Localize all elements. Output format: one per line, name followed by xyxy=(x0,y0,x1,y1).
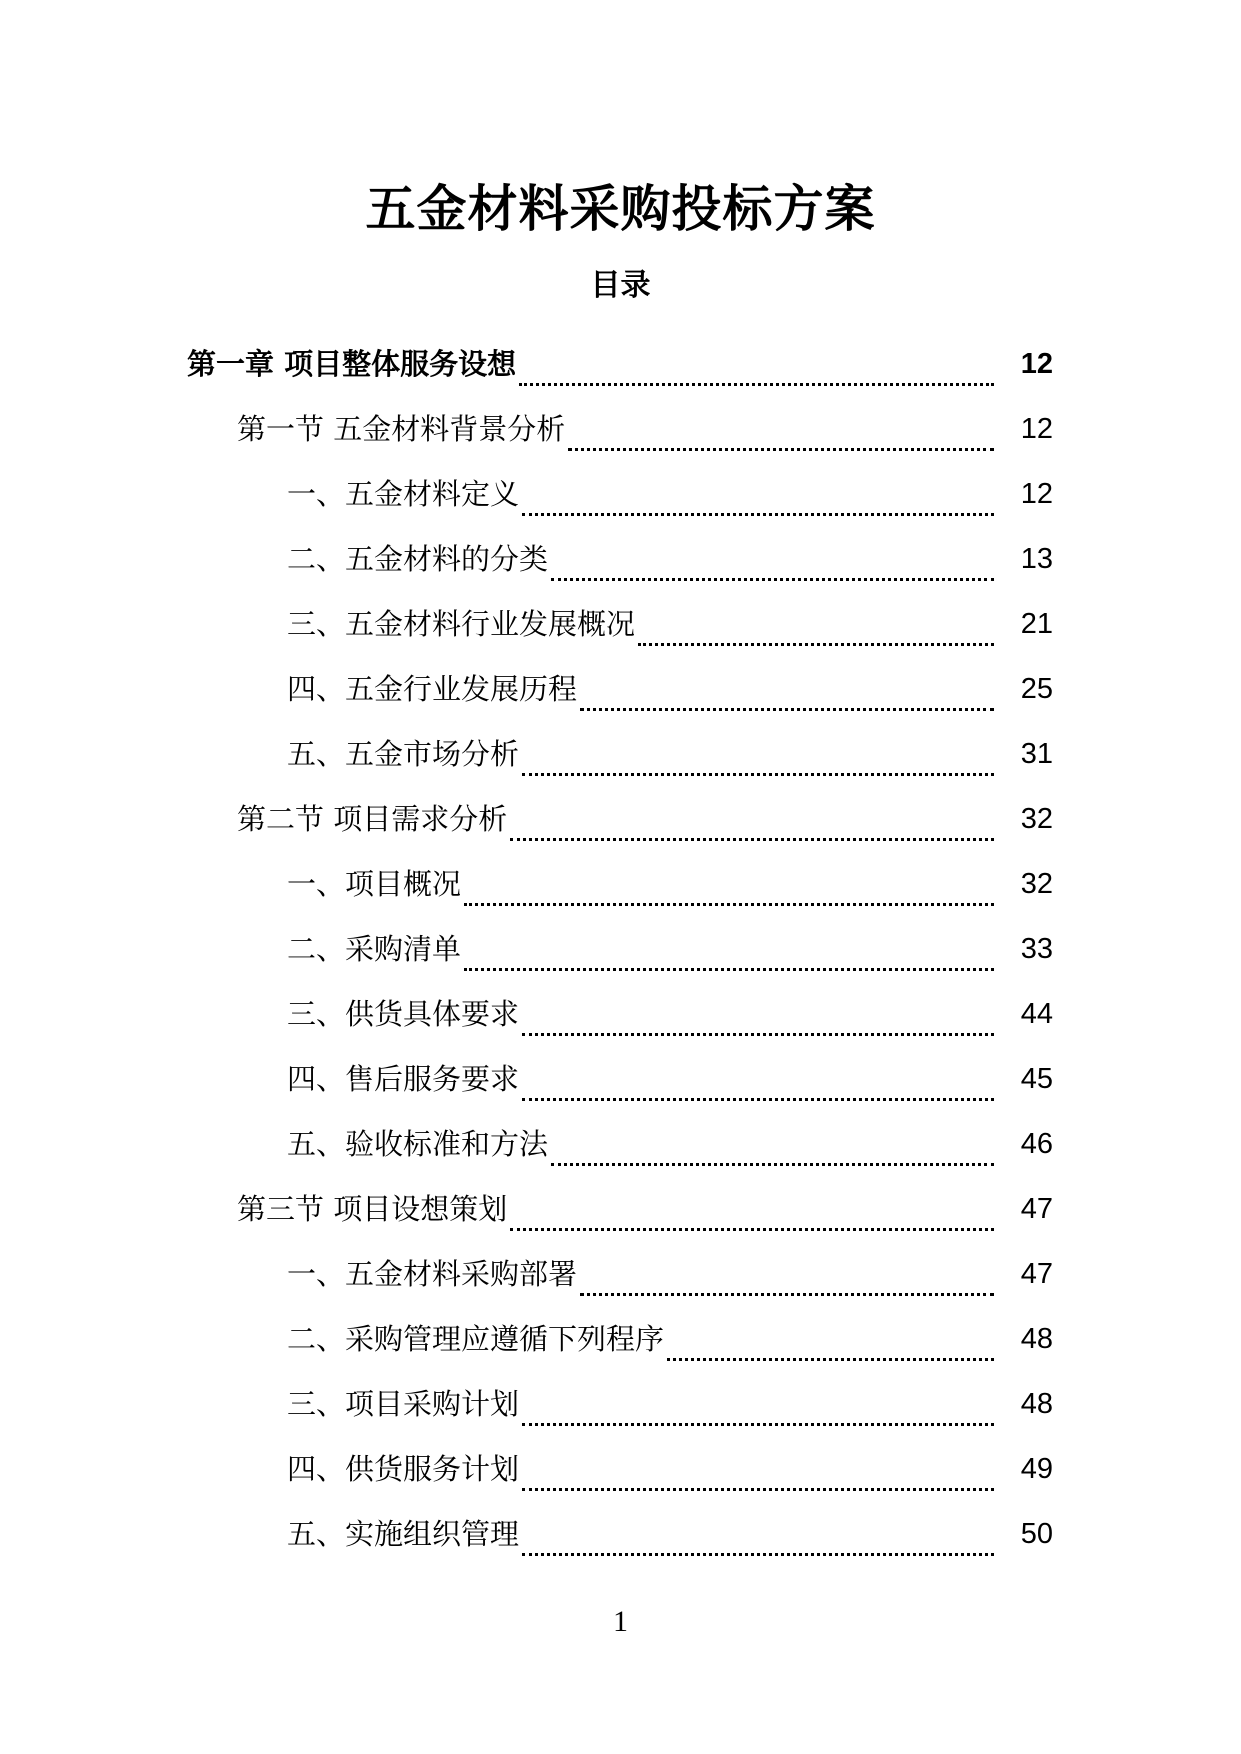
toc-dot-leader xyxy=(551,578,994,581)
toc-dot-leader xyxy=(551,1163,994,1166)
toc-entry-page: 47 xyxy=(1020,1257,1053,1290)
toc-dot-leader xyxy=(510,838,994,841)
toc-entry-title: 一、项目概况 xyxy=(287,866,462,901)
toc-entry-title: 第一章 项目整体服务设想 xyxy=(187,346,517,381)
toc-dot-leader xyxy=(580,1293,994,1296)
toc-entry-page: 48 xyxy=(1020,1322,1053,1355)
toc-entry-section-1[interactable] xyxy=(0,396,1241,461)
toc-entry-item[interactable] xyxy=(0,1306,1241,1371)
toc-entry-title: 一、五金材料采购部署 xyxy=(287,1256,578,1291)
toc-entry-section-3[interactable] xyxy=(0,1176,1241,1241)
toc-dot-leader xyxy=(580,708,994,711)
toc-entry-item[interactable] xyxy=(0,1501,1241,1566)
toc-dot-leader xyxy=(464,903,994,906)
toc-dot-leader xyxy=(522,1423,994,1426)
toc-entry-page: 12 xyxy=(1020,412,1053,445)
toc-entry-page: 46 xyxy=(1020,1127,1053,1160)
toc-dot-leader xyxy=(522,1033,994,1036)
toc-entry-title: 四、售后服务要求 xyxy=(287,1061,520,1096)
toc-dot-leader xyxy=(522,1553,994,1556)
toc-entry-title: 第三节 项目设想策划 xyxy=(237,1191,508,1226)
toc-dot-leader xyxy=(464,968,994,971)
toc-entry-item[interactable] xyxy=(0,1371,1241,1436)
toc-entry-item[interactable] xyxy=(0,916,1241,981)
toc-entry-item[interactable] xyxy=(0,656,1241,721)
toc-entry-title: 二、采购管理应遵循下列程序 xyxy=(287,1321,665,1356)
toc-entry-title: 三、五金材料行业发展概况 xyxy=(287,606,636,641)
toc-entry-title: 第一节 五金材料背景分析 xyxy=(237,411,566,446)
toc-entry-page: 13 xyxy=(1020,542,1053,575)
toc-dot-leader xyxy=(638,643,994,646)
toc-entry-title: 三、供货具体要求 xyxy=(287,996,520,1031)
toc-entry-page: 49 xyxy=(1020,1452,1053,1485)
toc-entry-page: 12 xyxy=(1020,347,1053,380)
toc-entry-page: 44 xyxy=(1020,997,1053,1030)
toc-entry-page: 47 xyxy=(1020,1192,1053,1225)
toc-entry-page: 50 xyxy=(1020,1517,1053,1550)
toc-entry-item[interactable] xyxy=(0,461,1241,526)
toc-entry-title: 四、五金行业发展历程 xyxy=(287,671,578,706)
toc-dot-leader xyxy=(519,383,994,386)
toc-entry-title: 三、项目采购计划 xyxy=(287,1386,520,1421)
toc-dot-leader xyxy=(667,1358,994,1361)
toc-dot-leader xyxy=(522,773,994,776)
toc-entry-item[interactable] xyxy=(0,591,1241,656)
toc-entry-page: 12 xyxy=(1020,477,1053,510)
toc-entry-item[interactable] xyxy=(0,721,1241,786)
table-of-contents xyxy=(0,331,1241,1566)
toc-dot-leader xyxy=(522,1098,994,1101)
toc-dot-leader xyxy=(522,1488,994,1491)
toc-entry-section-2[interactable] xyxy=(0,786,1241,851)
toc-entry-page: 31 xyxy=(1020,737,1053,770)
toc-entry-title: 五、五金市场分析 xyxy=(287,736,520,771)
toc-entry-item[interactable] xyxy=(0,1046,1241,1111)
toc-entry-item[interactable] xyxy=(0,981,1241,1046)
document-title: 五金材料采购投标方案 xyxy=(365,180,876,238)
toc-entry-page: 45 xyxy=(1020,1062,1053,1095)
toc-dot-leader xyxy=(522,513,994,516)
toc-entry-page: 48 xyxy=(1020,1387,1053,1420)
toc-entry-title: 五、验收标准和方法 xyxy=(287,1126,549,1161)
toc-entry-title: 第二节 项目需求分析 xyxy=(237,801,508,836)
toc-entry-title: 五、实施组织管理 xyxy=(287,1516,520,1551)
toc-entry-item[interactable] xyxy=(0,1111,1241,1176)
toc-entry-page: 32 xyxy=(1020,867,1053,900)
toc-heading: 目录 xyxy=(590,268,651,303)
toc-entry-title: 二、五金材料的分类 xyxy=(287,541,549,576)
toc-entry-page: 21 xyxy=(1020,607,1053,640)
toc-entry-item[interactable] xyxy=(0,1436,1241,1501)
toc-entry-page: 32 xyxy=(1020,802,1053,835)
toc-dot-leader xyxy=(568,448,994,451)
toc-entry-title: 二、采购清单 xyxy=(287,931,462,966)
toc-entry-title: 一、五金材料定义 xyxy=(287,476,520,511)
toc-dot-leader xyxy=(510,1228,994,1231)
toc-entry-item[interactable] xyxy=(0,1241,1241,1306)
toc-entry-item[interactable] xyxy=(0,851,1241,916)
toc-entry-page: 25 xyxy=(1020,672,1053,705)
toc-entry-chapter-1[interactable] xyxy=(0,331,1241,396)
toc-entry-page: 33 xyxy=(1020,932,1053,965)
toc-entry-item[interactable] xyxy=(0,526,1241,591)
toc-entry-title: 四、供货服务计划 xyxy=(287,1451,520,1486)
page-number: 1 xyxy=(613,1605,628,1638)
